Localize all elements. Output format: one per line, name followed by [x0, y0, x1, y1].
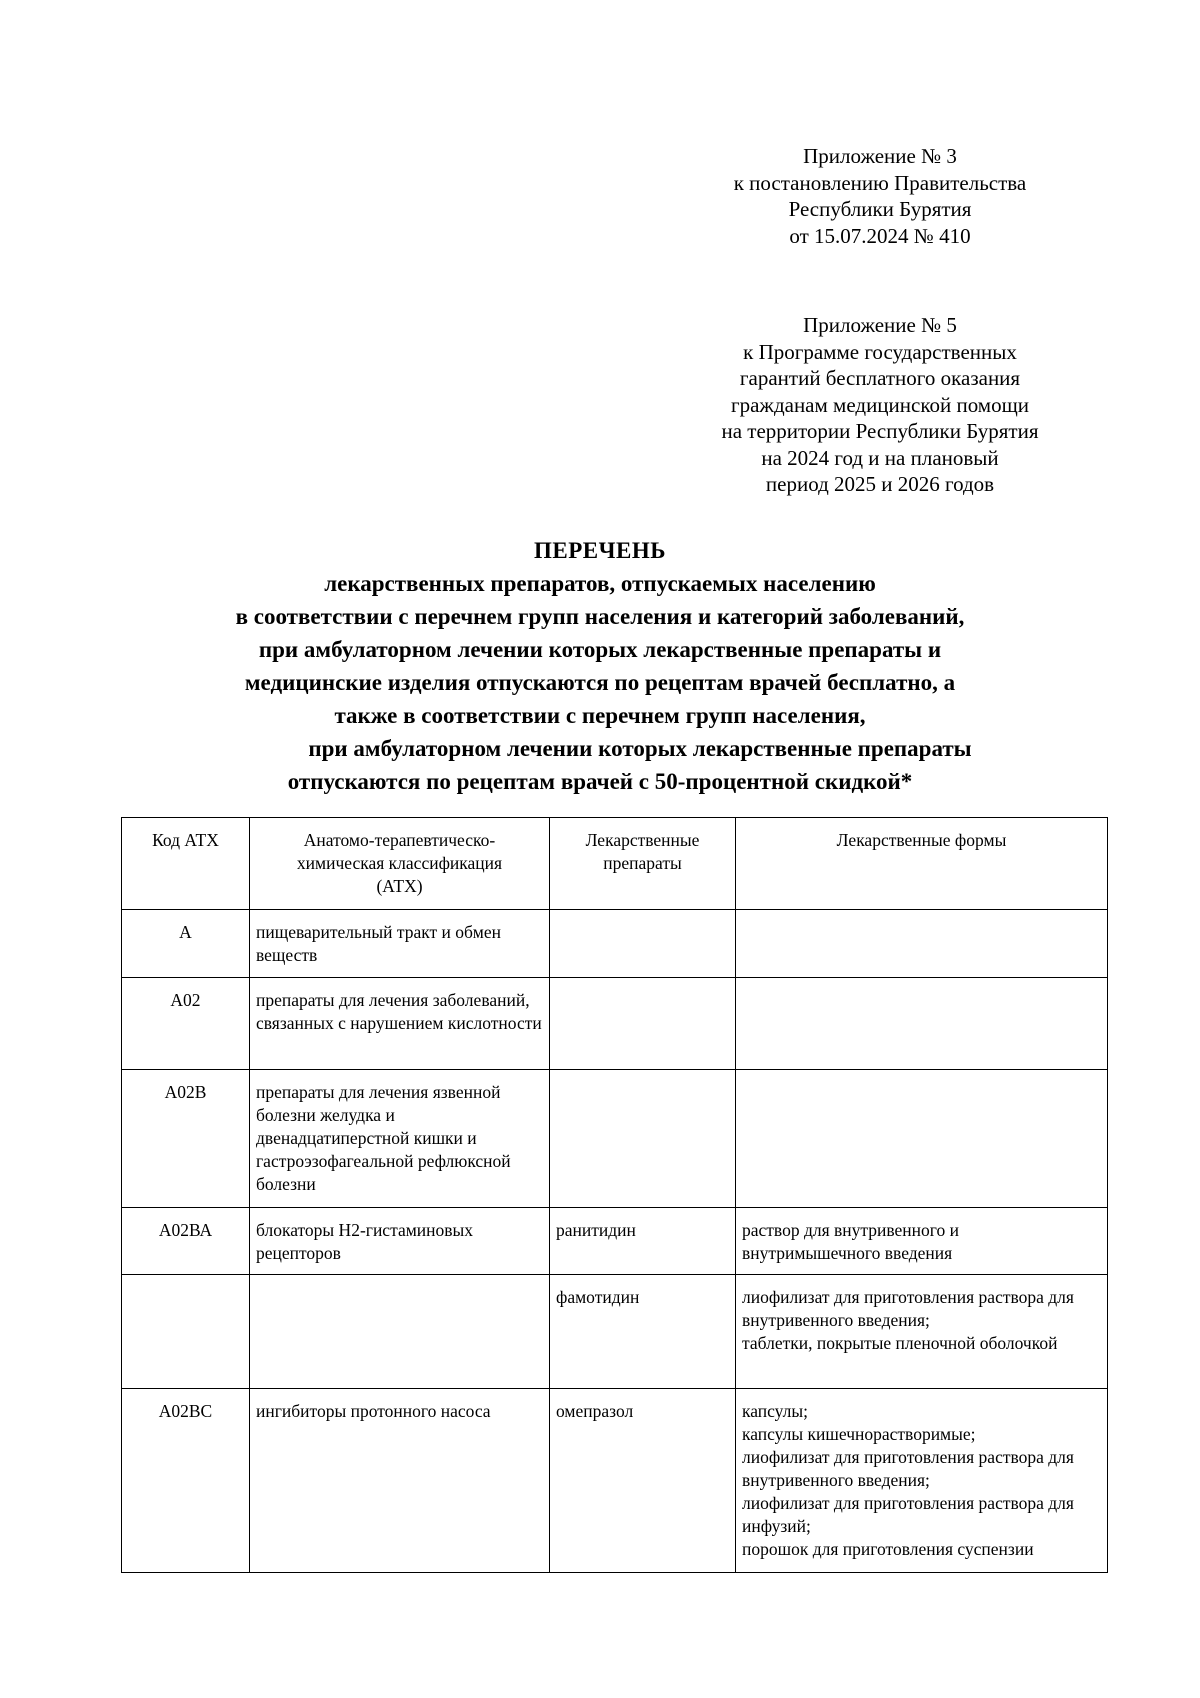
title-line: при амбулаторном лечении которых лекарственные препараты [308, 736, 972, 761]
table-row [122, 1070, 1108, 1208]
dosage-form: порошок для приготовления суспензии [742, 1539, 1034, 1559]
row-atx-code: А [122, 910, 250, 978]
appendix-3-line: от 15.07.2024 № 410 [789, 223, 971, 248]
table-row [122, 910, 1108, 978]
row-forms [736, 1208, 1108, 1275]
row-atx-code: А02В [122, 1070, 250, 1208]
row-atx-group [250, 1275, 550, 1389]
title-line: также в соответствии с перечнем групп населения, [334, 703, 866, 728]
header-atx-code: Код АТХ [122, 818, 250, 910]
row-atx-group: блокаторы Н2-гистаминовых рецепторов [250, 1208, 550, 1275]
appendix-3-line: к постановлению Правительства [733, 170, 1027, 195]
row-drug [550, 910, 736, 978]
row-atx-code [122, 1275, 250, 1389]
row-drug [550, 1070, 736, 1208]
table-row [122, 978, 1108, 1070]
row-drug: омепразол [550, 1389, 736, 1573]
dosage-form: лиофилизат для приготовления раствора для инфузий; [742, 1493, 1074, 1536]
title-line: при амбулаторном лечении которых лекарственные препараты и [258, 637, 942, 662]
row-forms [736, 910, 1108, 978]
appendix-5-line: период 2025 и 2026 годов [765, 472, 995, 496]
row-drug [550, 978, 736, 1070]
row-atx-code: А02 [122, 978, 250, 1070]
dosage-form: капсулы; [742, 1401, 809, 1421]
row-forms [736, 978, 1108, 1070]
document-title [100, 534, 1100, 798]
appendix-5-line: гражданам медицинской помощи [731, 392, 1029, 417]
dosage-form: лиофилизат для приготовления раствора для внутривенного введения; [742, 1287, 1074, 1330]
appendix-5-line: на 2024 год и на плановый [761, 445, 999, 470]
row-drug: фамотидин [550, 1275, 736, 1389]
row-forms [736, 1389, 1108, 1573]
appendix-3-line: Республики Бурятия [788, 197, 972, 221]
appendix-5-header [660, 312, 1100, 498]
row-forms [736, 1275, 1108, 1389]
title-heading: ПЕРЕЧЕНЬ [534, 538, 666, 563]
appendix-3-header [660, 143, 1100, 249]
row-atx-group: пищеварительный тракт и обмен веществ [250, 910, 550, 978]
row-atx-code: А02ВС [122, 1389, 250, 1573]
header-drugs: Лекарственные препараты [550, 818, 736, 910]
row-forms [736, 1070, 1108, 1208]
row-atx-group: препараты для лечения язвенной болезни желудка и двенадцатиперстной кишки и гастроэзофагеальной рефлюксной болезни [250, 1070, 550, 1208]
header-atx-classification: Анатомо-терапевтическо-химическая классификация (АТХ) [250, 818, 550, 910]
title-line: отпускаются по рецептам врачей с 50-процентной скидкой* [287, 769, 913, 794]
title-line: медицинские изделия отпускаются по рецептам врачей бесплатно, а [244, 670, 956, 695]
appendix-5-line: на территории Республики Бурятия [721, 419, 1039, 443]
appendix-5-line: к Программе государственных [743, 339, 1017, 364]
row-atx-code: А02ВА [122, 1208, 250, 1275]
row-drug: ранитидин [550, 1208, 736, 1275]
appendix-5-line: Приложение № 5 [803, 313, 957, 337]
appendix-5-line: гарантий бесплатного оказания [739, 366, 1021, 390]
dosage-form: лиофилизат для приготовления раствора для внутривенного введения; [742, 1447, 1074, 1490]
table-row [122, 1275, 1108, 1389]
title-line: лекарственных препаратов, отпускаемых населению [324, 571, 876, 596]
dosage-form: капсулы кишечнорастворимые; [742, 1424, 976, 1444]
header-dosage-forms: Лекарственные формы [736, 818, 1108, 910]
table-row [122, 1389, 1108, 1573]
table-row [122, 1208, 1108, 1275]
row-atx-group: ингибиторы протонного насоса [250, 1389, 550, 1573]
table-header-row [122, 818, 1108, 910]
row-atx-group: препараты для лечения заболеваний, связанных с нарушением кислотности [250, 978, 550, 1070]
dosage-form: раствор для внутривенного и внутримышечного введения [742, 1220, 960, 1263]
atx-drug-table [121, 817, 1108, 1573]
appendix-3-line: Приложение № 3 [803, 144, 957, 168]
dosage-form: таблетки, покрытые пленочной оболочкой [742, 1333, 1058, 1353]
title-line: в соответствии с перечнем групп населения и категорий заболеваний, [235, 604, 965, 629]
